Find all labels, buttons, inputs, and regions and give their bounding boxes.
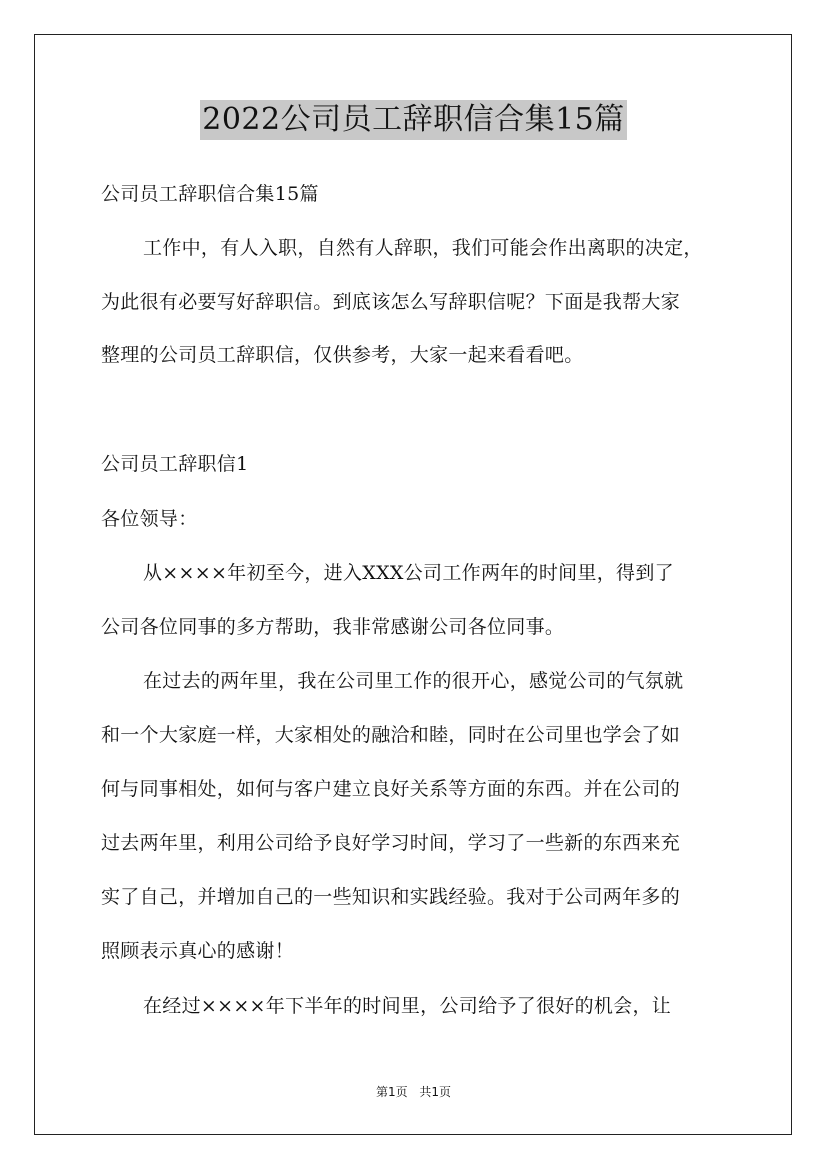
para2-line-6: 照顾表示真心的感谢！ (101, 940, 295, 962)
intro-line-2: 为此很有必要写好辞职信。到底该怎么写辞职信呢？下面是我帮大家 (101, 291, 681, 313)
intro-line-1: 工作中，有人入职，自然有人辞职，我们可能会作出离职的决定， (143, 237, 703, 259)
page-number: 第1页 (375, 1085, 408, 1099)
document-title: 2022公司员工辞职信合集15篇 (200, 100, 627, 140)
para2-line-2: 和一个大家庭一样，大家相处的融洽和睦，同时在公司里也学会了如 (101, 724, 681, 746)
intro-line-3: 整理的公司员工辞职信，仅供参考，大家一起来看看吧。 (101, 344, 584, 366)
title-container (0, 100, 827, 140)
page-total: 共1页 (419, 1085, 452, 1099)
para3-line-1: 在经过××××年下半年的时间里，公司给予了很好的机会，让 (143, 995, 672, 1017)
subtitle: 公司员工辞职信合集15篇 (101, 183, 319, 205)
page-footer (0, 1083, 827, 1100)
salutation: 各位领导： (101, 508, 198, 530)
para2-line-4: 过去两年里，利用公司给予良好学习时间，学习了一些新的东西来充 (101, 832, 681, 854)
letter-heading: 公司员工辞职信1 (101, 453, 249, 475)
para2-line-3: 何与同事相处，如何与客户建立良好关系等方面的东西。并在公司的 (101, 778, 681, 800)
para1-line-1: 从××××年初至今，进入XXX公司工作两年的时间里，得到了 (143, 562, 674, 584)
para2-line-1: 在过去的两年里，我在公司里工作的很开心，感觉公司的气氛就 (143, 670, 684, 692)
para1-line-2: 公司各位同事的多方帮助，我非常感谢公司各位同事。 (101, 616, 565, 638)
para2-line-5: 实了自己，并增加自己的一些知识和实践经验。我对于公司两年多的 (101, 886, 681, 908)
